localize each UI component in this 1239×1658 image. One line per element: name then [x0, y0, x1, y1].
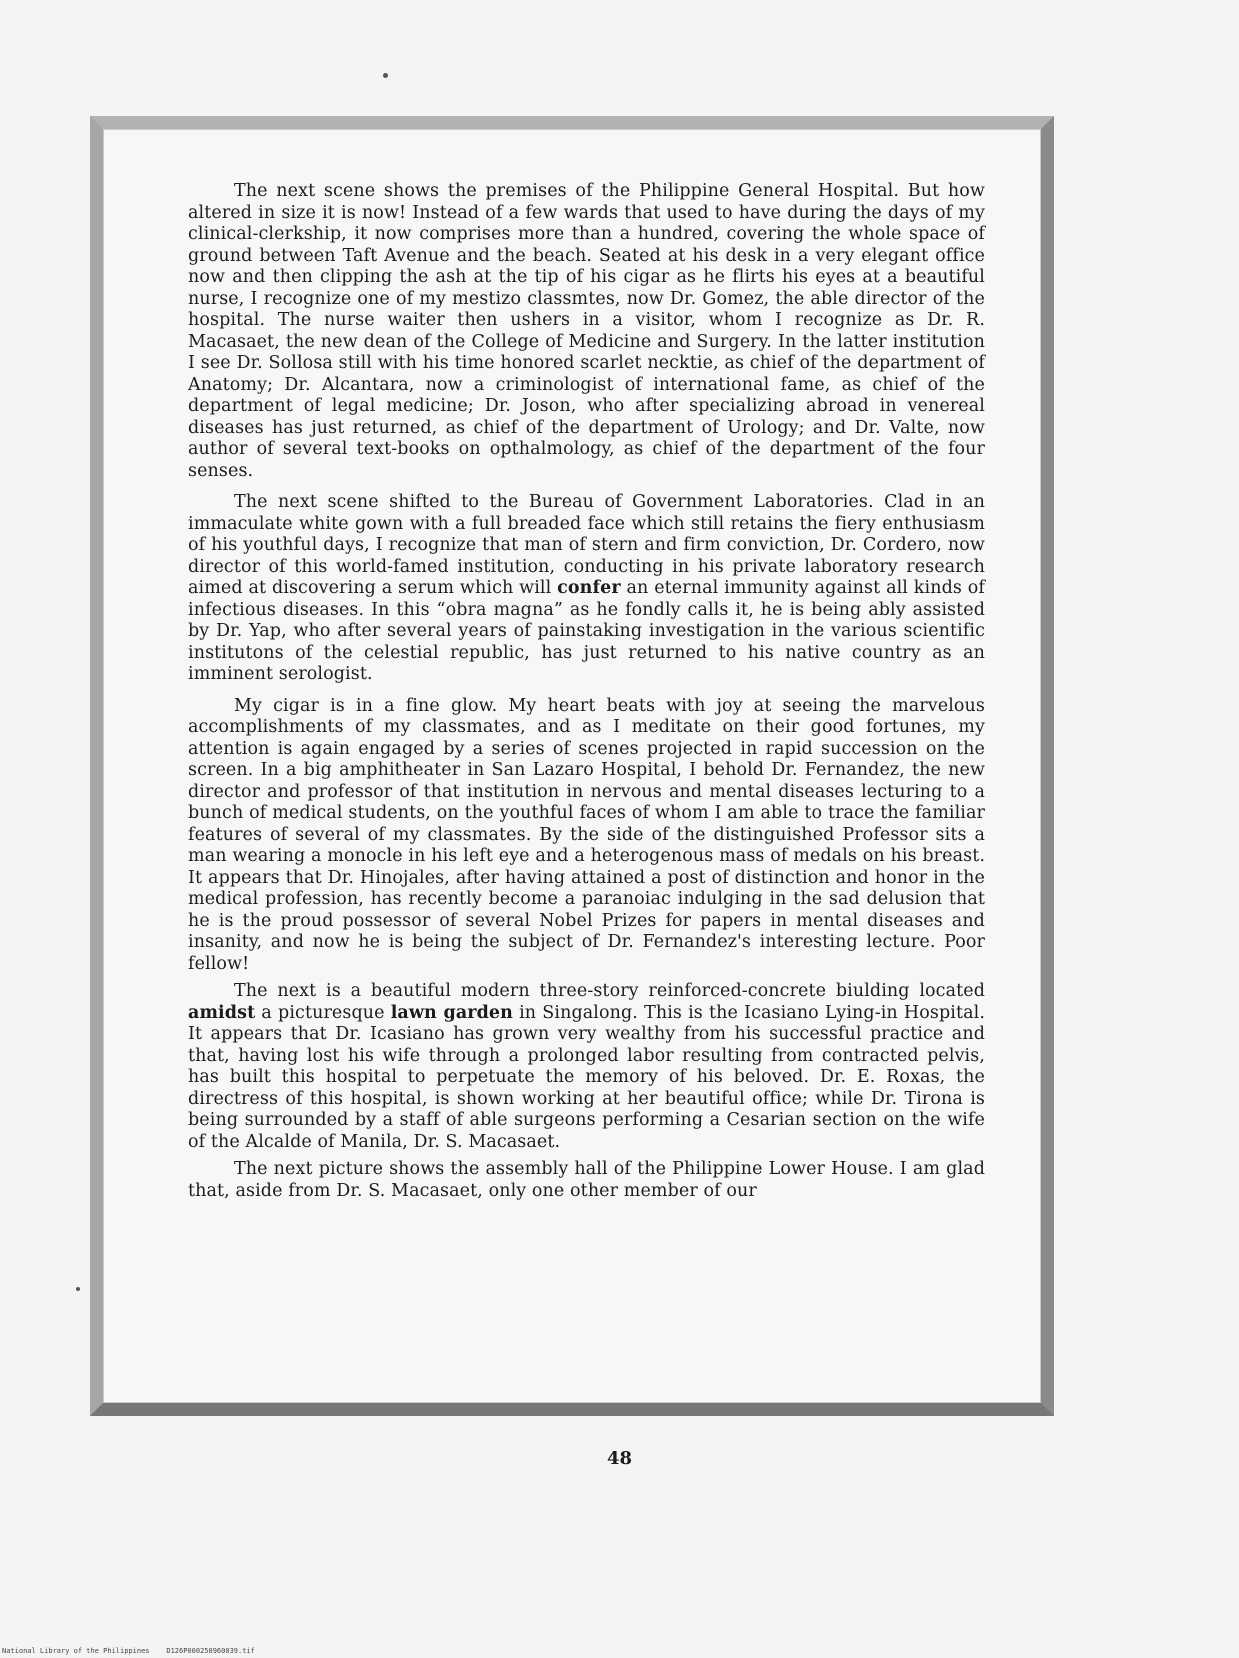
speck-mark — [76, 1287, 80, 1291]
text-run: in Singalong. This is the Icasiano Lying-in Hospital. It appears that Dr. Icasiano has grown very wealthy from his successful practice and that, having lost his wife through a prolonged labor resulting from contracted pelvis, has built this hospital to perpetuate the memory of his beloved. Dr. E. Roxas, the directress of this hospital, is shown working at her beautiful office; while Dr. Tirona is being surrounded by a staff of able surgeons performing a Cesarian section on the wife of the Alcalde of Manila, Dr. S. Macasaet. — [188, 1002, 985, 1152]
text-run: The next is a beautiful modern three-story reinforced-concrete biulding located — [234, 981, 985, 1001]
body-text — [188, 181, 985, 1212]
page-number: 48 — [606, 1448, 633, 1469]
paragraph-4 — [188, 981, 985, 1153]
text-run: The next picture shows the assembly hall of the Philippine Lower House. I am glad that, aside from Dr. S. Macasaet, only one other member of our — [188, 1159, 985, 1201]
paragraph-2 — [188, 492, 985, 686]
text-run: an eternal immunity against all kinds of infectious diseases. In this “obra magna” as he fondly calls it, he is being ably assisted by Dr. Yap, who after several years of painstaking investigation in the various scientific institutons of the celestial republic, has just returned to his native country as an imminent serologist. — [188, 578, 985, 684]
text-run: My cigar is in a fine glow. My heart beats with joy at seeing the marvelous accomplishments of my classmates, and as I meditate on their good fortunes, my attention is again engaged by a series of scenes projected in rapid succession on the screen. In a big amphitheater in San Lazaro Hospital, I behold Dr. Fernandez, the new director and professor of that institution in nervous and mental diseases lecturing to a bunch of medical students, on the youthful faces of whom I am able to trace the familiar features of several of my classmates. By the side of the distinguished Professor sits a man wearing a monocle in his left eye and a heterogenous mass of medals on his breast. It appears that Dr. Hinojales, after having attained a post of distinction and honor in the medical profession, has recently become a paranoiac indulging in the sad delusion that he is the proud possessor of several Nobel Prizes for papers in mental diseases and insanity, and now he is being the subject of Dr. Fernandez's interesting lecture. Poor fellow! — [188, 695, 985, 974]
text-run: The next scene shifted to the Bureau of Government Laboratories. Clad in an immaculate white gown with a full breaded face which still retains the fiery enthusiasm of his youthful days, I recognize that man of stern and firm conviction, Dr. Cordero, now director of this world-famed institution, conducting in his private laboratory research aimed at discovering a serum which will — [188, 492, 985, 598]
page-border-frame — [90, 116, 1054, 1416]
paragraph-1 — [188, 181, 985, 482]
paragraph-5 — [188, 1159, 985, 1202]
scan-footer: National Library of the Philippines D126P000250960039.tif — [2, 1647, 255, 1655]
text-run: The next scene shows the premises of the Philippine General Hospital. But how altered in size it is now! Instead of a few wards that used to have during the days of my clinical-clerkship, it now comprises more than a hundred, covering the whole space of ground between Taft Avenue and the beach. Seated at his desk in a very elegant office now and then clipping the ash at the tip of his cigar as he flirts his eyes at a beautiful nurse, I recognize one of my mestizo classmtes, now Dr. Gomez, the able director of the hospital. The nurse waiter then ushers in a visitor, whom I recognize as Dr. R. Macasaet, the new dean of the College of Medicine and Surgery. In the latter institution I see Dr. Sollosa still with his time honored scarlet necktie, as chief of the department of Anatomy; Dr. Alcantara, now a criminologist of international fame, as chief of the department of legal medicine; Dr. Joson, who after specializing abroad in venereal diseases has just returned, as chief of the department of Urology; and Dr. Valte, now author of several text-books on opthalmology, as chief of the department of the four senses. — [188, 181, 985, 481]
speck-mark — [383, 73, 388, 78]
bold-word-confer: confer — [557, 578, 621, 598]
paragraph-3 — [188, 696, 985, 976]
text-run: a picturesque — [255, 1002, 391, 1023]
bold-word-amidst: amidst — [188, 1002, 256, 1023]
bold-words-lawn-garden: lawn garden — [390, 1002, 513, 1023]
